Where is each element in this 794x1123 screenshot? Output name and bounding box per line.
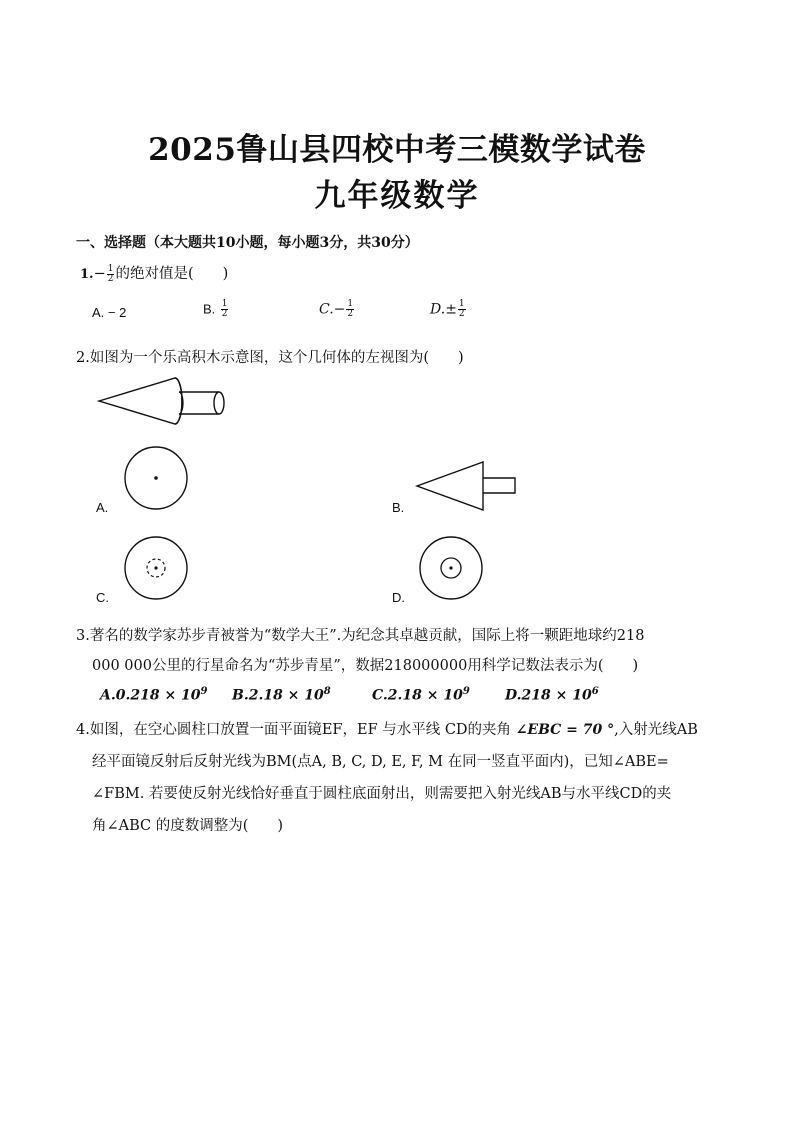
- q1-option-d: [430, 300, 467, 319]
- q3-option-b-exponent: 8: [323, 686, 331, 697]
- q1-option-b: [203, 300, 229, 319]
- q2-option-c-label: C.: [96, 590, 109, 605]
- question-4-line-3: ∠FBM. 若要使反射光线恰好垂直于圆柱底面射出，则需要把入射光线AB与水平线CD的夹: [92, 786, 672, 802]
- q3-option-d-text: D.218 × 10: [505, 687, 592, 704]
- question-4-line-1-end: ,入射光线AB: [614, 722, 698, 738]
- q2-option-c-figure: [122, 535, 192, 605]
- q2-option-d-figure: [417, 535, 487, 605]
- question-1-text: 的绝对值是( ): [115, 266, 229, 282]
- q3-option-a-text: A.0.218 × 10: [100, 687, 201, 704]
- lego-block-figure: [95, 372, 230, 434]
- question-4-line-4: 角∠ABC 的度数调整为( ): [92, 818, 284, 834]
- q3-option-d: [505, 686, 599, 704]
- question-1-fraction: [107, 265, 115, 284]
- question-3-line-2: 000 000公里的行星命名为“苏步青星”，数据218000000用科学记数法表示为( ): [92, 658, 639, 674]
- q2-option-b-label: B.: [392, 500, 405, 515]
- q2-option-a-figure: [122, 445, 192, 515]
- fraction-numerator: 1: [221, 299, 228, 309]
- q2-option-b-figure: [415, 460, 520, 515]
- q1-option-c-minus: −: [333, 301, 346, 318]
- section-heading: 一、选择题（本大题共10小题，每小题3分，共30分）: [76, 235, 419, 251]
- question-4-angle: ∠EBC = 70 °: [515, 722, 615, 738]
- q1-option-d-pm: ±: [445, 301, 457, 318]
- question-3-line-1: 3.著名的数学家苏步青被誉为“数学大王”.为纪念其卓越贡献，国际上将一颗距地球约218: [76, 628, 645, 644]
- question-4-line-1: [76, 718, 698, 739]
- question-1: [80, 262, 228, 284]
- q2-option-a-label: A.: [96, 500, 109, 515]
- q2-option-d-label: D.: [392, 590, 405, 605]
- q1-option-b-label: B.: [203, 301, 216, 317]
- question-1-minus: −: [93, 266, 106, 282]
- q1-option-d-fraction: [458, 300, 466, 319]
- fraction-numerator: 1: [458, 299, 465, 309]
- q1-option-c: [319, 300, 355, 319]
- question-4-line-2: 经平面镜反射后反射光线为BM(点A, B, C, D, E, F, M 在同一竖直平面内)，已知∠ABE=: [92, 754, 669, 770]
- question-1-number: 1.: [80, 267, 94, 282]
- fraction-denominator: 2: [221, 309, 228, 319]
- fraction-numerator: 1: [347, 299, 354, 309]
- q3-option-b: [232, 686, 331, 704]
- q1-option-d-label: D.: [430, 301, 446, 318]
- exam-title: 2025鲁山县四校中考三模数学试卷: [148, 132, 646, 168]
- q3-option-c-exponent: 9: [462, 686, 470, 697]
- question-2-text: 2.如图为一个乐高积木示意图，这个几何体的左视图为( ): [76, 350, 464, 366]
- q1-option-c-label: C.: [319, 301, 334, 318]
- q1-option-a: A. − 2: [92, 305, 127, 320]
- q1-option-b-fraction: [221, 300, 229, 319]
- q3-option-a-exponent: 9: [200, 686, 208, 697]
- fraction-denominator: 2: [347, 309, 354, 319]
- q3-option-a: [100, 686, 208, 704]
- fraction-denominator: 2: [107, 273, 114, 284]
- exam-subtitle: 九年级数学: [314, 178, 480, 214]
- fraction-denominator: 2: [458, 309, 465, 319]
- q3-option-b-text: B.2.18 × 10: [232, 687, 324, 704]
- fraction-numerator: 1: [107, 263, 114, 274]
- q3-option-c: [372, 686, 470, 704]
- q3-option-d-exponent: 6: [591, 686, 599, 697]
- q1-option-c-fraction: [346, 300, 354, 319]
- question-4-line-1-start: 4.如图，在空心圆柱口放置一面平面镜EF，EF 与水平线 CD的夹角: [76, 722, 516, 738]
- q3-option-c-text: C.2.18 × 10: [372, 687, 463, 704]
